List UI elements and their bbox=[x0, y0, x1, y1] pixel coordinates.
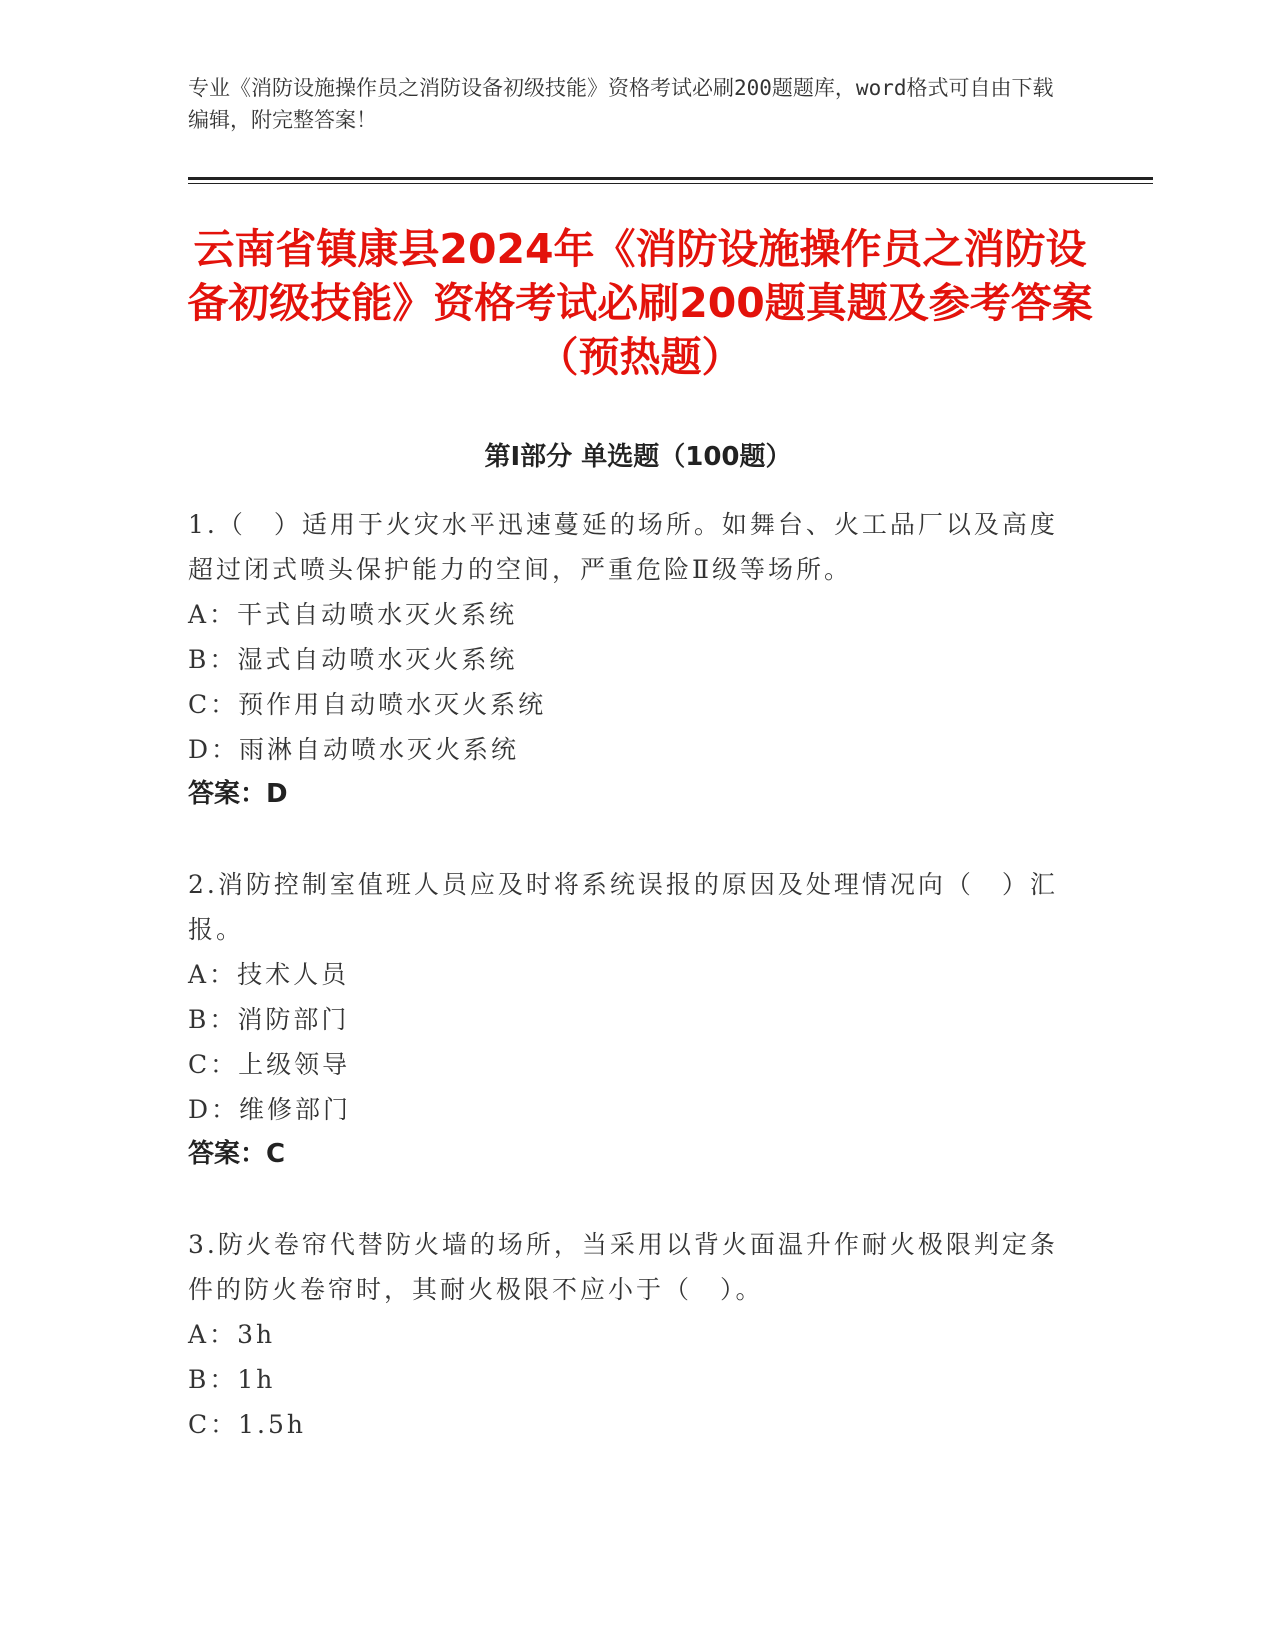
option-key: A： bbox=[188, 1320, 238, 1349]
option-text: 上级领导 bbox=[238, 1050, 351, 1079]
option-a bbox=[188, 1312, 1068, 1357]
option-a bbox=[188, 592, 1068, 637]
option-key: C： bbox=[188, 1050, 239, 1079]
document-title: 云南省镇康县2024年《消防设施操作员之消防设备初级技能》资格考试必刷200题真题及参考答案（预热题） bbox=[187, 225, 1093, 381]
option-key: A： bbox=[188, 600, 238, 629]
option-key: C： bbox=[188, 1410, 239, 1439]
question-2 bbox=[188, 862, 1068, 1177]
option-text: 技术人员 bbox=[237, 960, 350, 989]
option-d bbox=[188, 727, 1068, 772]
option-text: 3h bbox=[237, 1320, 276, 1349]
option-key: A： bbox=[188, 960, 238, 989]
option-text: 干式自动喷水灭火系统 bbox=[237, 600, 518, 629]
option-key: C： bbox=[188, 690, 239, 719]
option-text: 湿式自动喷水灭火系统 bbox=[237, 645, 518, 674]
answer: 答案：C bbox=[188, 1139, 286, 1169]
option-text: 维修部门 bbox=[239, 1095, 352, 1124]
question-stem: 3.防火卷帘代替防火墙的场所，当采用以背火面温升作耐火极限判定条件的防火卷帘时，其耐火极限不应小于（ ）。 bbox=[188, 1230, 1058, 1304]
option-b bbox=[188, 637, 1068, 682]
option-key: D： bbox=[188, 1095, 240, 1124]
option-c bbox=[188, 1042, 1068, 1087]
section-title: 第I部分 单选题（100题） bbox=[484, 442, 792, 472]
option-b bbox=[188, 1357, 1068, 1402]
option-key: B： bbox=[188, 1005, 238, 1034]
header-divider-thin bbox=[188, 183, 1153, 184]
option-text: 预作用自动喷水灭火系统 bbox=[238, 690, 547, 719]
option-key: D： bbox=[188, 735, 240, 764]
option-key: B： bbox=[188, 1365, 238, 1394]
question-stem: 2.消防控制室值班人员应及时将系统误报的原因及处理情况向（ ）汇报。 bbox=[188, 870, 1058, 944]
option-key: B： bbox=[188, 645, 238, 674]
question-1 bbox=[188, 502, 1068, 817]
option-text: 雨淋自动喷水灭火系统 bbox=[239, 735, 520, 764]
option-text: 1h bbox=[237, 1365, 276, 1394]
option-b bbox=[188, 997, 1068, 1042]
option-text: 消防部门 bbox=[237, 1005, 350, 1034]
header-divider-thick bbox=[188, 177, 1153, 180]
option-d bbox=[188, 1087, 1068, 1132]
answer: 答案：D bbox=[188, 779, 288, 809]
question-stem: 1.（ ）适用于火灾水平迅速蔓延的场所。如舞台、火工品厂以及高度超过闭式喷头保护能力的空间，严重危险Ⅱ级等场所。 bbox=[188, 510, 1058, 584]
option-c bbox=[188, 1402, 1068, 1447]
option-c bbox=[188, 682, 1068, 727]
option-text: 1.5h bbox=[238, 1410, 306, 1439]
option-a bbox=[188, 952, 1068, 997]
header-note: 专业《消防设施操作员之消防设备初级技能》资格考试必刷200题题库，word格式可自由下载编辑，附完整答案！ bbox=[188, 76, 1054, 132]
question-3 bbox=[188, 1222, 1068, 1447]
